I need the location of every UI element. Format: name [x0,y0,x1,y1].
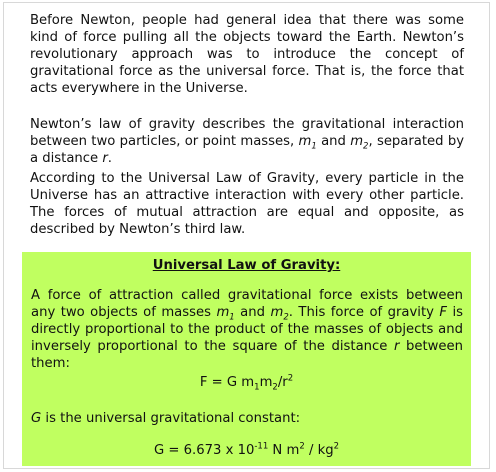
law-mass-m1: $m_1$ [216,305,235,323]
p2-text-b: , separated by a distance [30,134,464,166]
law-force-f: F [439,305,447,320]
gravitational-constant-text: G is the universal gravitational constant: [31,411,301,426]
p2-end: . [107,151,112,166]
newton-law-paragraph [30,116,464,167]
gravity-formula: F = G $m_1m_2/r^2$ [199,373,294,393]
law-box-title: Universal Law of Gravity: [152,258,341,273]
p2-text-a: Newton’s law of gravity describes the gravitational interaction between two particles, or point masses, [30,117,464,149]
intro-paragraph: Before Newton, people had general idea that there was some kind of force pulling all the objects toward the Earth. Newton’s revolutionary approach was to introduce the concept of gravitational force as the universal force. That is, the force that acts everywhere in the Universe. [30,13,464,96]
p2-and: and [316,134,351,149]
universal-law-box [22,252,471,466]
universal-law-paragraph: According to the Universal Law of Gravity, every particle in the Universe has an attractive interaction with every other particle. The forces of mutual attraction are equal and opposite, as described by Newton’s third law. [30,171,464,237]
gravitational-constant-formula: G = 6.673 x $10^{-11}$ N $m^2 / kg^2$ [153,441,340,458]
law-statement: A force of attraction called gravitational force exists between any two objects of masses $m_1$ and $m_2$. This force of gravity F is directly proportional to the product of the masses of objects and inversely proportional to the square of the distance r between them: [31,288,464,371]
law-mass-m2: $m_2$ [270,305,289,323]
constant-g: G [31,411,42,426]
law-distance-r: r [393,339,400,354]
mass-m1: $m_1$ [298,134,317,152]
mass-m2: $m_2$ [350,134,369,152]
distance-r: r [102,151,108,166]
